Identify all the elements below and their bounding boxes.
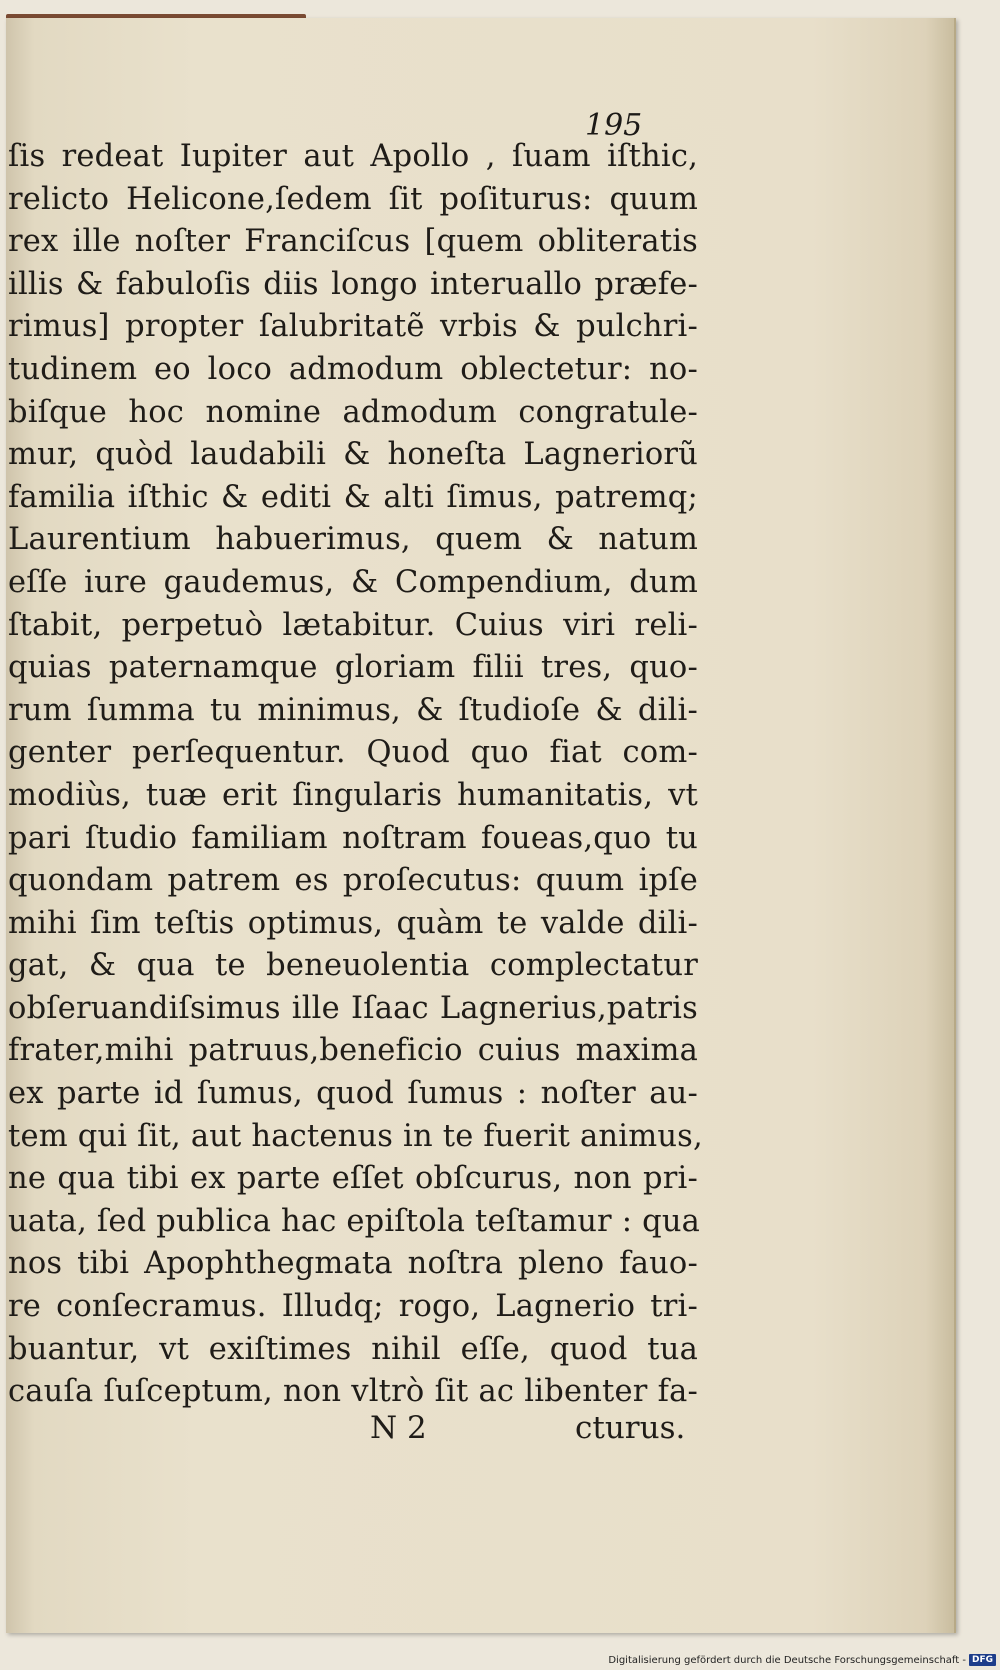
text-line: ex parte id ſumus, quod ſumus : noſter au- <box>8 1076 698 1112</box>
catchword: cturus. <box>575 1410 686 1446</box>
text-block <box>8 136 703 1414</box>
text-line: ne qua tibi ex parte eſſet obſcurus, non pri- <box>8 1161 698 1197</box>
text-line: obſeruandiſsimus ille Iſaac Lagnerius,patris <box>8 990 698 1026</box>
text-line: gat, & qua te beneuolentia complectatur <box>8 948 698 984</box>
dfg-logo: DFG <box>969 1654 996 1666</box>
text-line: re conſecramus. Illudq; rogo, Lagnerio tri- <box>8 1289 698 1325</box>
text-line: biſque hoc nomine admodum congratule- <box>8 394 698 430</box>
text-line: rex ille noſter Franciſcus [quem obliteratis <box>8 224 698 260</box>
text-line: cauſa ſuſceptum, non vltrò ſit ac libenter fa- <box>8 1374 698 1410</box>
page-number: 195 <box>585 108 643 143</box>
text-line: buantur, vt exiſtimes nihil eſſe, quod tua <box>8 1331 698 1367</box>
dfg-credit <box>608 1654 996 1666</box>
text-line: mihi ſim teſtis optimus, quàm te valde dili- <box>8 905 698 941</box>
text-line: relicto Helicone,ſedem ſit poſiturus: quum <box>8 181 698 217</box>
text-line: uata, ſed publica hac epiſtola teſtamur : qua <box>8 1203 701 1239</box>
credit-text: Digitalisierung gefördert durch die Deutsche Forschungsgemeinschaft - <box>608 1654 966 1666</box>
text-line: genter perſequentur. Quod quo fiat com- <box>8 735 698 771</box>
text-line: ſtabit, perpetuò lætabitur. Cuius viri reli- <box>8 607 698 643</box>
text-line: frater,mihi patruus,beneficio cuius maxima <box>8 1033 698 1069</box>
text-line: quias paternamque gloriam filii tres, quo- <box>8 650 698 686</box>
text-line: eſſe iure gaudemus, & Compendium, dum <box>8 564 698 600</box>
text-line: mur, quòd laudabili & honeſta Lagneriorũ <box>8 437 698 473</box>
text-line: rimus] propter ſalubritatẽ vrbis & pulchri- <box>8 309 698 345</box>
text-line: tem qui ſit, aut hactenus in te fuerit animus, <box>8 1118 703 1154</box>
signature-mark: N 2 <box>370 1410 427 1446</box>
text-line: pari ſtudio familiam noſtram foueas,quo tu <box>8 820 698 856</box>
text-line: quondam patrem es proſecutus: quum ipſe <box>8 863 698 899</box>
text-line: nos tibi Apophthegmata noſtra pleno fauo- <box>8 1246 698 1282</box>
text-line: rum ſumma tu minimus, & ſtudioſe & dili- <box>8 692 698 728</box>
text-line: Laurentium habuerimus, quem & natum <box>8 522 698 558</box>
text-line: illis & fabuloſis diis longo interuallo præfe- <box>8 266 698 302</box>
text-line: tudinem eo loco admodum oblectetur: no- <box>8 351 698 387</box>
text-line: ſis redeat Iupiter aut Apollo , ſuam iſthic, <box>8 139 698 174</box>
text-line: modiùs, tuæ erit ſingularis humanitatis, vt <box>8 777 698 813</box>
text-line: familia iſthic & editi & alti ſimus, patremq; <box>8 479 698 515</box>
